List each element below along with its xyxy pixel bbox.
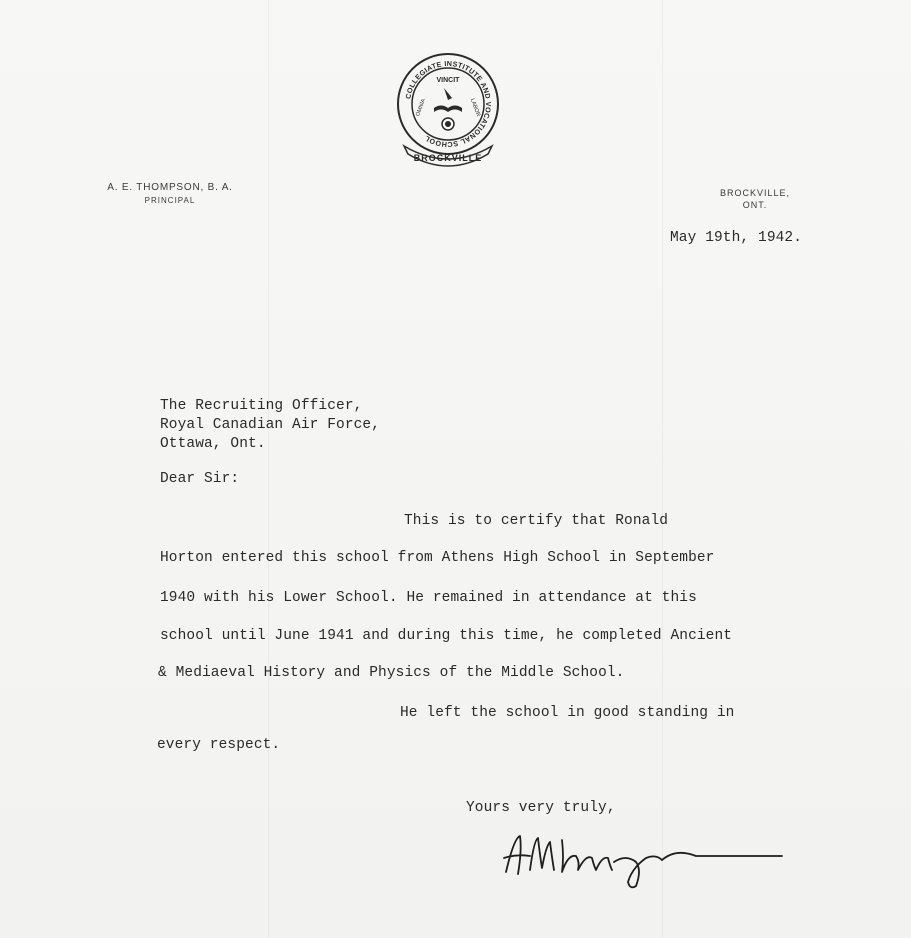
letterhead-location: [700, 187, 810, 211]
principal-title: PRINCIPAL: [144, 196, 196, 205]
salutation: Dear Sir:: [160, 471, 240, 487]
province-text: ONT.: [742, 200, 768, 210]
body-line: 1940 with his Lower School. He remained in attendance at this: [160, 590, 697, 606]
paper-fold: [662, 0, 663, 938]
recipient-line: The Recruiting Officer,: [160, 398, 363, 414]
body-line: This is to certify that Ronald: [404, 513, 669, 529]
body-line: school until June 1941 and during this time, he completed Ancient: [160, 628, 733, 644]
body-line: He left the school in good standing in: [400, 705, 735, 721]
letter-date: May 19th, 1942.: [670, 230, 803, 246]
svg-text:VINCIT: VINCIT: [436, 77, 460, 84]
body-line: Horton entered this school from Athens High School in September: [160, 550, 715, 566]
school-seal-logo: [392, 50, 504, 168]
paper-fold: [268, 0, 269, 938]
city-text: BROCKVILLE,: [719, 188, 791, 198]
svg-text:OMNIA: OMNIA: [415, 98, 427, 118]
signature-image: [496, 828, 786, 892]
svg-text:BROCKVILLE: BROCKVILLE: [413, 153, 483, 163]
recipient-line: Ottawa, Ont.: [160, 436, 266, 452]
body-line: & Mediaeval History and Physics of the Middle School.: [158, 665, 625, 681]
letterhead-principal: [60, 181, 280, 207]
svg-text:COLLEGIATE INSTITUTE AND VOCAT: COLLEGIATE INSTITUTE AND VOCATIONAL SCHOOL: [403, 58, 494, 150]
closing: Yours very truly,: [466, 800, 616, 816]
recipient-address: [160, 397, 380, 454]
svg-text:LABOR: LABOR: [468, 97, 481, 118]
body-line: every respect.: [157, 737, 281, 753]
recipient-line: Royal Canadian Air Force,: [160, 417, 381, 433]
principal-name: A. E. THOMPSON, B. A.: [107, 182, 233, 193]
